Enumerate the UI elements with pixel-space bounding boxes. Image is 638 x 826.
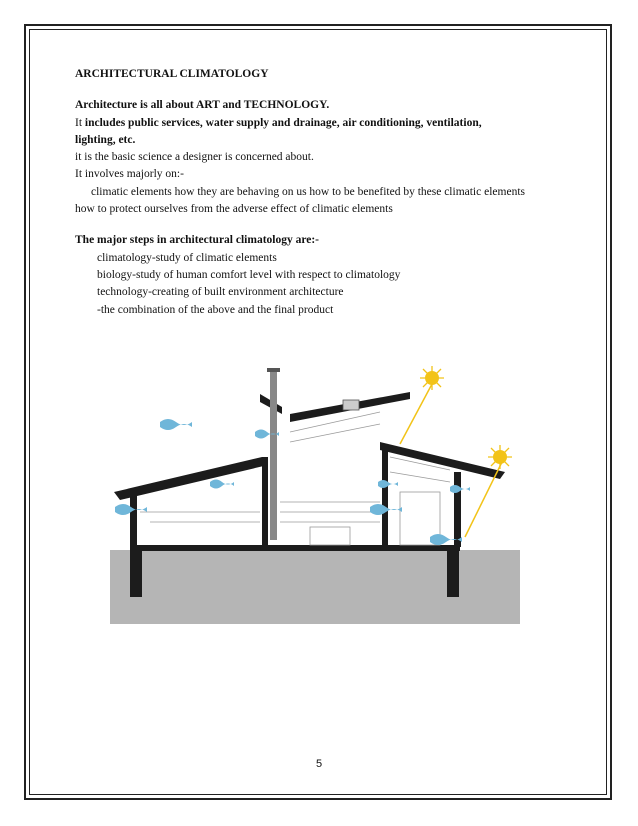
step-item: -the combination of the above and the final product — [97, 303, 334, 316]
step-item: biology-study of human comfort level with respect to climatology — [97, 268, 401, 281]
includes-text: includes public services, water supply and drainage, air conditioning, ventilation, — [84, 116, 482, 129]
sun-icon — [488, 445, 512, 469]
roof-left — [114, 457, 268, 500]
floor-slab — [130, 545, 460, 551]
includes-prefix: It — [75, 116, 83, 129]
page-number: 5 — [315, 758, 323, 770]
intro-line: Architecture is all about ART and TECHNOLOGY. — [75, 99, 330, 112]
includes-line — [75, 115, 575, 132]
chimney — [270, 370, 277, 540]
basic-science-line: it is the basic science a designer is concerned about. — [75, 151, 314, 164]
house-section-illustration — [110, 362, 520, 624]
chimney-cap — [267, 368, 280, 372]
wall-left — [130, 492, 137, 547]
wind-arrow — [210, 480, 234, 489]
step-item: climatology-study of climatic elements — [97, 251, 277, 264]
document-body — [75, 66, 575, 319]
includes-cont: lighting, etc. — [75, 133, 136, 146]
wall-right — [454, 472, 461, 547]
interior-wall — [382, 447, 388, 547]
vent — [343, 400, 359, 410]
steps-heading: The major steps in architectural climatology are:- — [75, 234, 320, 247]
foundation — [130, 547, 142, 597]
involve-item: how to protect ourselves from the adverse effect of climatic elements — [75, 203, 393, 216]
foundation — [447, 547, 459, 597]
wind-arrow — [160, 419, 192, 430]
involves-line: It involves majorly on:- — [75, 168, 184, 181]
involve-item: climatic elements how they are behaving on us how to be benefited by these climatic elements — [91, 185, 525, 198]
sun-icon — [420, 366, 444, 390]
step-item: technology-creating of built environment architecture — [97, 286, 344, 299]
page-heading: ARCHITECTURAL CLIMATOLOGY — [75, 68, 269, 80]
interior-wall — [262, 457, 268, 547]
